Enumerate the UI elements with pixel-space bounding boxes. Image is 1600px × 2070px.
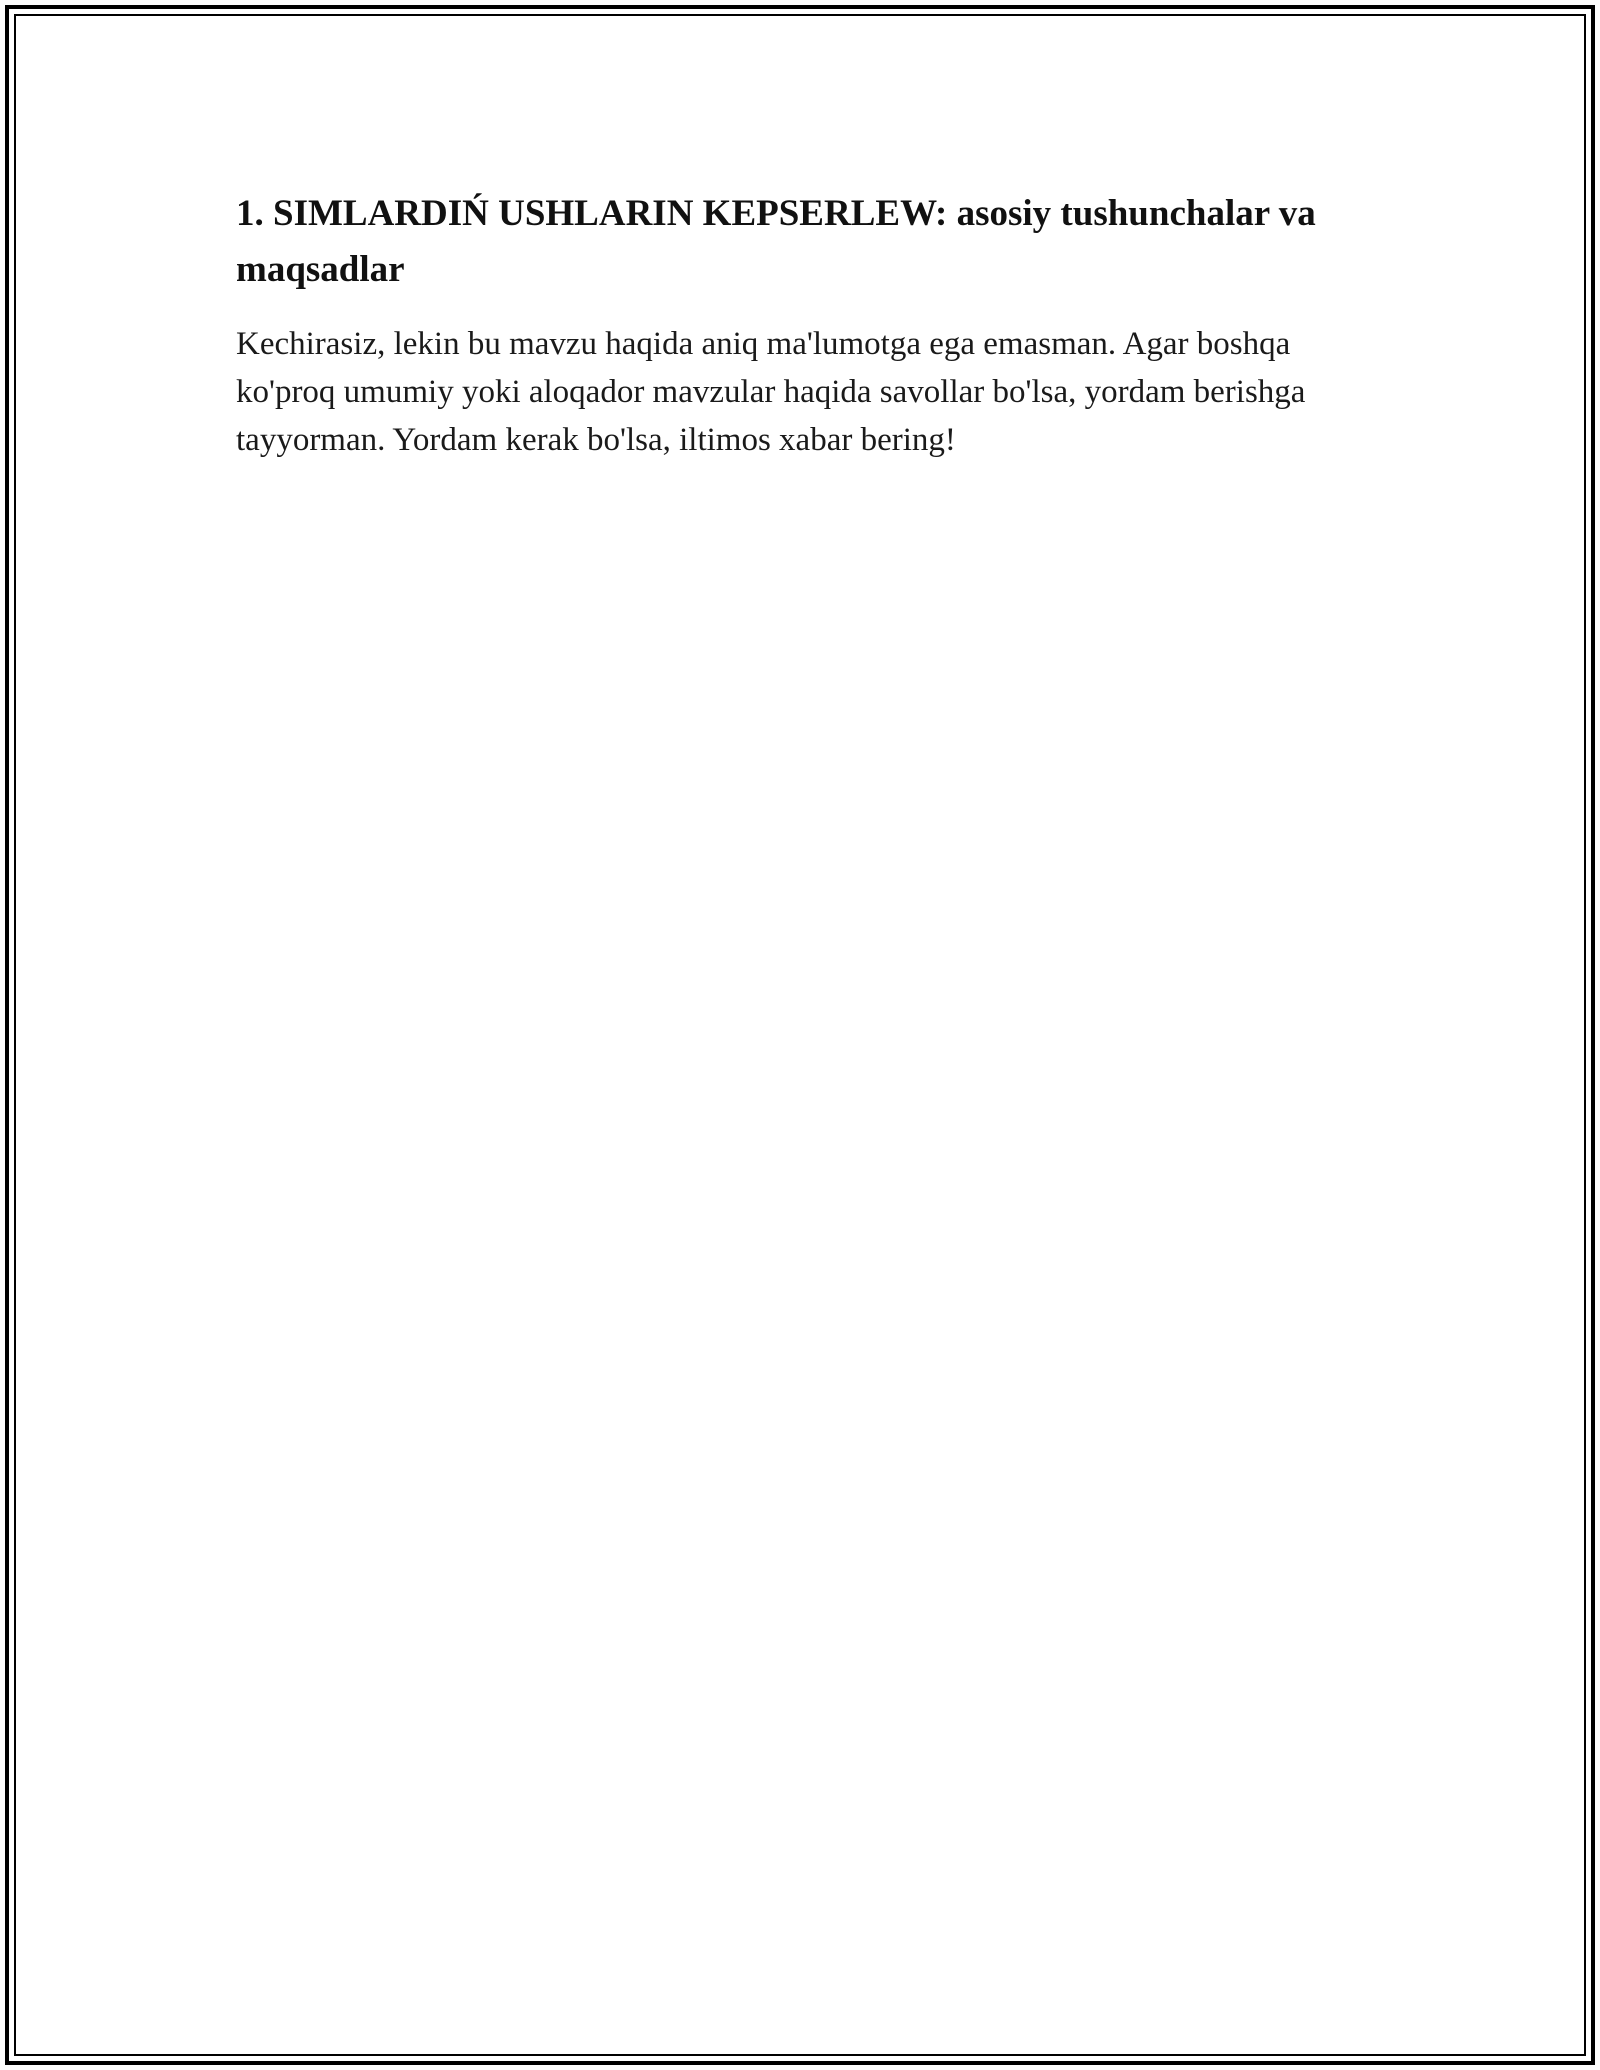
- body-paragraph: Kechirasiz, lekin bu mavzu haqida aniq ma'lumotga ega emasman. Agar boshqa ko'proq umumiy yoki aloqador mavzular haqida savollar bo'lsa, yordam berishga tayyorman. Yordam kerak bo'lsa, iltimos xabar bering!: [236, 326, 1306, 458]
- section-heading: 1. SIMLARDIŃ USHLARIN KEPSERLEW: asosiy tushunchalar va maqsadlar: [236, 193, 1316, 290]
- page-content: [236, 186, 1356, 464]
